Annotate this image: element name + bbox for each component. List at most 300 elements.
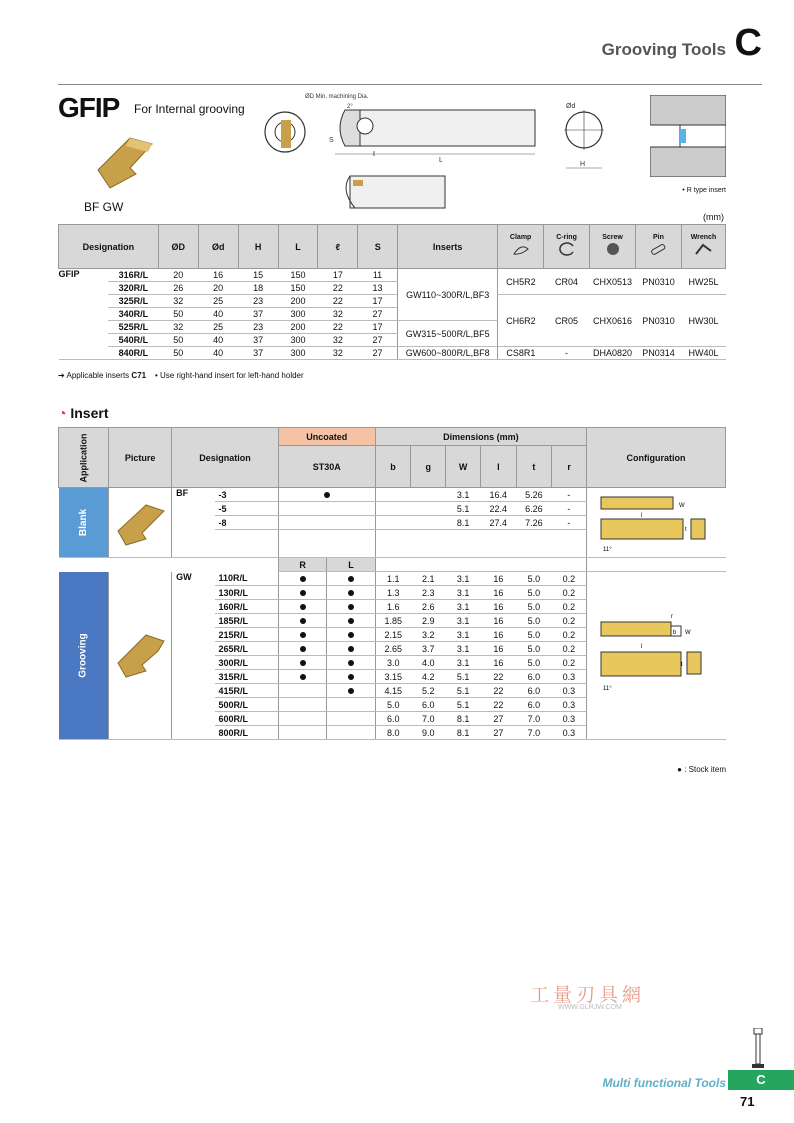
cell: 7.0 [516, 712, 552, 726]
cell: 6.0 [516, 684, 552, 698]
cell: 23 [238, 321, 278, 334]
cell: 22 [481, 684, 517, 698]
cell: 27 [481, 712, 517, 726]
cell: CR04 [544, 269, 590, 295]
grooving-config-drawing [591, 600, 721, 710]
dim-angle-label: 2° [347, 104, 353, 110]
cell: 27 [358, 334, 398, 347]
list-item: 800R/L [215, 726, 279, 740]
cell: - [552, 502, 587, 516]
col-config: Configuration [587, 428, 726, 488]
list-item: -3 [215, 488, 279, 502]
list-item: 300R/L [215, 656, 279, 670]
insert-heading [58, 405, 108, 421]
stock-dot-icon [300, 632, 306, 638]
table-row: 840R/L [108, 347, 158, 360]
cell: 27 [358, 308, 398, 321]
cell: 2.65 [375, 642, 411, 656]
blank-picture [109, 488, 172, 558]
cell: 17 [318, 269, 358, 282]
product-name: GFIP [58, 92, 120, 123]
col-application [59, 428, 109, 488]
cell: 3.1 [446, 628, 481, 642]
arrow-circle-icon: ➔ [58, 371, 65, 380]
cell: DHA0820 [590, 347, 636, 360]
col-uncoated: Uncoated [278, 428, 375, 446]
col-L: L [278, 225, 318, 269]
unit-label: (mm) [703, 212, 724, 222]
cell [411, 502, 446, 516]
blank-insert-image [112, 497, 168, 547]
r-type-note: • R type insert [682, 187, 726, 194]
cell: 16 [481, 572, 517, 586]
section-title: Grooving Tools [601, 40, 726, 59]
cell: 6.0 [375, 712, 411, 726]
list-item: 185R/L [215, 614, 279, 628]
dim-L-label: L [439, 157, 443, 164]
cell: 15 [238, 269, 278, 282]
cell: 17 [358, 321, 398, 334]
cell: 0.3 [552, 726, 587, 740]
col-pin-label: Pin [653, 234, 664, 241]
cell [278, 614, 326, 628]
cell: - [544, 347, 590, 360]
stock-dot-icon [300, 590, 306, 596]
cell [327, 698, 375, 712]
cell [278, 600, 326, 614]
cell: 16 [198, 269, 238, 282]
cell: 8.1 [446, 726, 481, 740]
cell: 4.2 [411, 670, 446, 684]
list-item: 110R/L [215, 572, 279, 586]
cell: 22 [318, 295, 358, 308]
cell: 50 [158, 308, 198, 321]
cell: 5.0 [375, 698, 411, 712]
applicable-label: Applicable inserts [66, 371, 130, 380]
cell: 13 [358, 282, 398, 295]
cell: 5.0 [516, 656, 552, 670]
cell: 40 [198, 347, 238, 360]
cell [327, 628, 375, 642]
cell: 0.2 [552, 572, 587, 586]
c-ring-icon [557, 241, 577, 257]
cell [327, 572, 375, 586]
cell: 32 [158, 321, 198, 334]
workpiece-section [650, 95, 726, 177]
cell: 8.1 [446, 712, 481, 726]
cell: 6.0 [516, 670, 552, 684]
col-inserts: Inserts [398, 225, 498, 269]
cell: 0.2 [552, 628, 587, 642]
cell: 4.0 [411, 656, 446, 670]
cell [278, 656, 326, 670]
cell: 32 [318, 347, 358, 360]
cell: 2.1 [411, 572, 446, 586]
cell: 3.1 [446, 642, 481, 656]
stock-dot-icon [348, 674, 354, 680]
cell: CH6R2 [498, 295, 544, 347]
cell [587, 558, 726, 572]
list-item: 415R/L [215, 684, 279, 698]
app-blank-label: Blank [77, 508, 89, 537]
cell: 11 [358, 269, 398, 282]
watermark: 工量刃具網 [530, 985, 646, 1006]
col-application-label: Application [78, 433, 89, 482]
cell [375, 502, 411, 516]
cell: 6.0 [516, 698, 552, 712]
cell: 3.0 [375, 656, 411, 670]
cell: 32 [318, 308, 358, 321]
applicable-ref[interactable]: C71 [131, 371, 147, 380]
cell: - [552, 488, 587, 502]
cell: 3.1 [446, 572, 481, 586]
cell [278, 502, 375, 516]
cell: 22.4 [481, 502, 517, 516]
cell: 5.0 [516, 642, 552, 656]
cell: 0.2 [552, 656, 587, 670]
cell: 32 [318, 334, 358, 347]
spec-series: GFIP [59, 269, 109, 360]
cell: 25 [198, 295, 238, 308]
app-grooving-label: Grooving [77, 633, 89, 678]
cell: 9.0 [411, 726, 446, 740]
grooving-insert-image [112, 627, 168, 681]
app-blank [59, 488, 109, 558]
cell: 5.0 [516, 572, 552, 586]
cell: 300 [278, 334, 318, 347]
col-cring [544, 225, 590, 269]
min-dia-label: ØD Min. machining Dia. [305, 94, 369, 100]
product-subtitle: For Internal grooving [134, 102, 245, 116]
cell: 16 [481, 586, 517, 600]
dim-l-label: l [641, 643, 643, 650]
cell: 26 [158, 282, 198, 295]
cell: 18 [238, 282, 278, 295]
cell [215, 530, 279, 558]
cell: HW30L [681, 295, 725, 347]
col-designation: Designation [59, 225, 159, 269]
col-g: g [411, 446, 446, 488]
cell [411, 488, 446, 502]
clamp-icon [511, 241, 531, 257]
cell: 5.1 [446, 670, 481, 684]
cell [375, 488, 411, 502]
cell: 40 [198, 308, 238, 321]
cell: 16 [481, 600, 517, 614]
cell [327, 712, 375, 726]
pin-icon [648, 241, 668, 257]
cell: - [552, 516, 587, 530]
list-item: 130R/L [215, 586, 279, 600]
insert-table [58, 427, 726, 740]
cell: 5.2 [411, 684, 446, 698]
cell: 37 [238, 308, 278, 321]
stock-dot-icon [348, 688, 354, 694]
cell: PN0314 [635, 347, 681, 360]
cell [278, 642, 326, 656]
tip-text: • Use right-hand insert for left-hand holder [155, 371, 304, 380]
cell [278, 516, 375, 530]
col-picture: Picture [109, 428, 172, 488]
holder-end-view [560, 100, 610, 175]
cell: 300 [278, 347, 318, 360]
cell: PN0310 [635, 295, 681, 347]
cell [327, 586, 375, 600]
cell [327, 684, 375, 698]
cell: 25 [198, 321, 238, 334]
cell [59, 558, 279, 572]
watermark-url: WWW.GLRJW.COM [558, 1004, 622, 1011]
cell: 1.1 [375, 572, 411, 586]
cell: 7.0 [411, 712, 446, 726]
dim-r-label: r [671, 613, 674, 620]
cell: 2.3 [411, 586, 446, 600]
col-grade: ST30A [278, 446, 375, 488]
insert-group-3: GW600~800R/L,BF8 [398, 347, 498, 360]
blank-config-drawing [591, 489, 721, 555]
stock-dot-icon [348, 590, 354, 596]
tool-holder-icon [748, 1028, 768, 1070]
table-row: 540R/L [108, 334, 158, 347]
notes [58, 371, 304, 380]
blank-series: BF [172, 488, 215, 558]
holder-drawing [255, 90, 545, 220]
cell: 37 [238, 334, 278, 347]
cell: 0.2 [552, 600, 587, 614]
cell: 0.3 [552, 684, 587, 698]
cell: 50 [158, 334, 198, 347]
cell [327, 670, 375, 684]
cell: 200 [278, 321, 318, 334]
grooving-series: GW [172, 572, 215, 740]
list-item: 315R/L [215, 670, 279, 684]
col-L: L [327, 558, 375, 572]
product-types: BF GW [84, 200, 124, 214]
grooving-config [587, 572, 726, 740]
cell: 7.0 [516, 726, 552, 740]
col-b: b [375, 446, 411, 488]
list-item: 600R/L [215, 712, 279, 726]
cell: 3.1 [446, 614, 481, 628]
dim-d-label: Ød [566, 103, 576, 110]
cell [327, 600, 375, 614]
cell: 5.0 [516, 628, 552, 642]
dim-l-label: l [641, 512, 643, 519]
col-wrench [681, 225, 725, 269]
cell: 27.4 [481, 516, 517, 530]
cell: 16.4 [481, 488, 517, 502]
cell: 27 [358, 347, 398, 360]
cell: 16 [481, 614, 517, 628]
cell: 5.26 [516, 488, 552, 502]
cell [278, 698, 326, 712]
cell: HW40L [681, 347, 725, 360]
cell [375, 558, 586, 572]
cell: 2.15 [375, 628, 411, 642]
dim-b-label: b [673, 629, 677, 636]
stock-dot-icon [300, 576, 306, 582]
list-item: 215R/L [215, 628, 279, 642]
cell: 40 [198, 334, 238, 347]
cell: 7.26 [516, 516, 552, 530]
cell: 1.6 [375, 600, 411, 614]
insert-group-1: GW110~300R/L,BF3 [398, 269, 498, 321]
cell: 3.1 [446, 600, 481, 614]
table-row: 325R/L [108, 295, 158, 308]
list-item: -5 [215, 502, 279, 516]
section-letter: C [734, 22, 762, 64]
col-R: R [278, 558, 326, 572]
dim-W-label: W [679, 502, 685, 509]
cell: 150 [278, 282, 318, 295]
cell: 1.85 [375, 614, 411, 628]
dim-W-label: W [685, 629, 691, 636]
header-divider [58, 84, 762, 85]
cell: 5.0 [516, 600, 552, 614]
col-clamp [498, 225, 544, 269]
cell: 23 [238, 295, 278, 308]
cell: 300 [278, 308, 318, 321]
dim-t-label: t [681, 661, 683, 668]
cell [278, 712, 326, 726]
stock-note: ● : Stock item [677, 765, 726, 774]
cell: CHX0513 [590, 269, 636, 295]
cell: 0.3 [552, 712, 587, 726]
stock-dot-icon [348, 618, 354, 624]
list-item: 265R/L [215, 642, 279, 656]
table-row: 340R/L [108, 308, 158, 321]
cell: CHX0616 [590, 295, 636, 347]
cell: 3.1 [446, 586, 481, 600]
cell: 22 [481, 698, 517, 712]
cell: 0.2 [552, 586, 587, 600]
insert-heading-label: Insert [70, 405, 109, 421]
list-item: 500R/L [215, 698, 279, 712]
bullet-icon: ◔ [58, 405, 67, 421]
col-screw-label: Screw [602, 234, 623, 241]
cell: 5.1 [446, 684, 481, 698]
cell: 5.0 [516, 614, 552, 628]
stock-dot-icon [348, 632, 354, 638]
cell: 5.1 [446, 698, 481, 712]
dim-S-label: S [329, 137, 334, 144]
cell: 16 [481, 642, 517, 656]
col-t: t [516, 446, 552, 488]
wrench-icon [693, 241, 713, 257]
angle-label: 11° [603, 685, 612, 692]
col-cring-label: C-ring [556, 234, 577, 241]
col-W: W [446, 446, 481, 488]
stock-dot-icon [348, 660, 354, 666]
stock-dot-icon [300, 604, 306, 610]
col-pin [635, 225, 681, 269]
stock-dot [278, 488, 375, 502]
cell: 2.9 [411, 614, 446, 628]
stock-dot-icon [300, 660, 306, 666]
cell [278, 684, 326, 698]
cell [411, 516, 446, 530]
cell: 37 [238, 347, 278, 360]
dim-l-label: ℓ [373, 151, 376, 158]
blank-config [587, 488, 726, 558]
stock-dot-icon [348, 604, 354, 610]
cell: 8.0 [375, 726, 411, 740]
screw-icon [603, 241, 623, 257]
col-l: l [481, 446, 517, 488]
cell: CH5R2 [498, 269, 544, 295]
cell: 32 [158, 295, 198, 308]
list-item: 160R/L [215, 600, 279, 614]
cell: 8.1 [446, 516, 481, 530]
footer-text: Multi functional Tools [602, 1076, 726, 1090]
table-row: 525R/L [108, 321, 158, 334]
col-clamp-label: Clamp [509, 234, 532, 241]
cell [278, 670, 326, 684]
dim-H-label: H [580, 161, 586, 168]
cell: 1.3 [375, 586, 411, 600]
stock-dot-icon [348, 646, 354, 652]
cell: 0.2 [552, 614, 587, 628]
cell: PN0310 [635, 269, 681, 295]
table-row: 320R/L [108, 282, 158, 295]
cell [278, 572, 326, 586]
cell: 0.2 [552, 642, 587, 656]
app-grooving [59, 572, 109, 740]
cell: 3.2 [411, 628, 446, 642]
holder-insert-image [90, 130, 160, 192]
cell: 200 [278, 295, 318, 308]
cell [327, 726, 375, 740]
cell [327, 642, 375, 656]
stock-dot-icon [324, 492, 330, 498]
stock-dot-icon [348, 576, 354, 582]
cell: 22 [481, 670, 517, 684]
cell: 3.15 [375, 670, 411, 684]
dim-t-label: t [685, 526, 687, 533]
cell: 0.3 [552, 698, 587, 712]
cell: 6.26 [516, 502, 552, 516]
spec-table [58, 224, 726, 360]
cell: 5.1 [446, 502, 481, 516]
cell: 16 [481, 656, 517, 670]
stock-dot-icon [300, 618, 306, 624]
cell: 2.6 [411, 600, 446, 614]
list-item: -8 [215, 516, 279, 530]
grooving-picture [109, 572, 172, 740]
cell [278, 586, 326, 600]
col-S: S [358, 225, 398, 269]
cell: 3.1 [446, 488, 481, 502]
col-dimensions: Dimensions (mm) [375, 428, 586, 446]
cell [375, 516, 411, 530]
cell: 17 [358, 295, 398, 308]
cell [278, 628, 326, 642]
col-od: Ød [198, 225, 238, 269]
cell: 27 [481, 726, 517, 740]
cell: 20 [158, 269, 198, 282]
col-OD: ØD [158, 225, 198, 269]
col-wrench-label: Wrench [690, 234, 717, 241]
cell: 150 [278, 269, 318, 282]
cell: 16 [481, 628, 517, 642]
cell [375, 530, 586, 558]
footer-section-box: C [728, 1070, 794, 1090]
table-row: 316R/L [108, 269, 158, 282]
col-screw [590, 225, 636, 269]
col-ins-designation: Designation [172, 428, 279, 488]
insert-group-2: GW315~500R/L,BF5 [398, 321, 498, 347]
cell: 3.7 [411, 642, 446, 656]
